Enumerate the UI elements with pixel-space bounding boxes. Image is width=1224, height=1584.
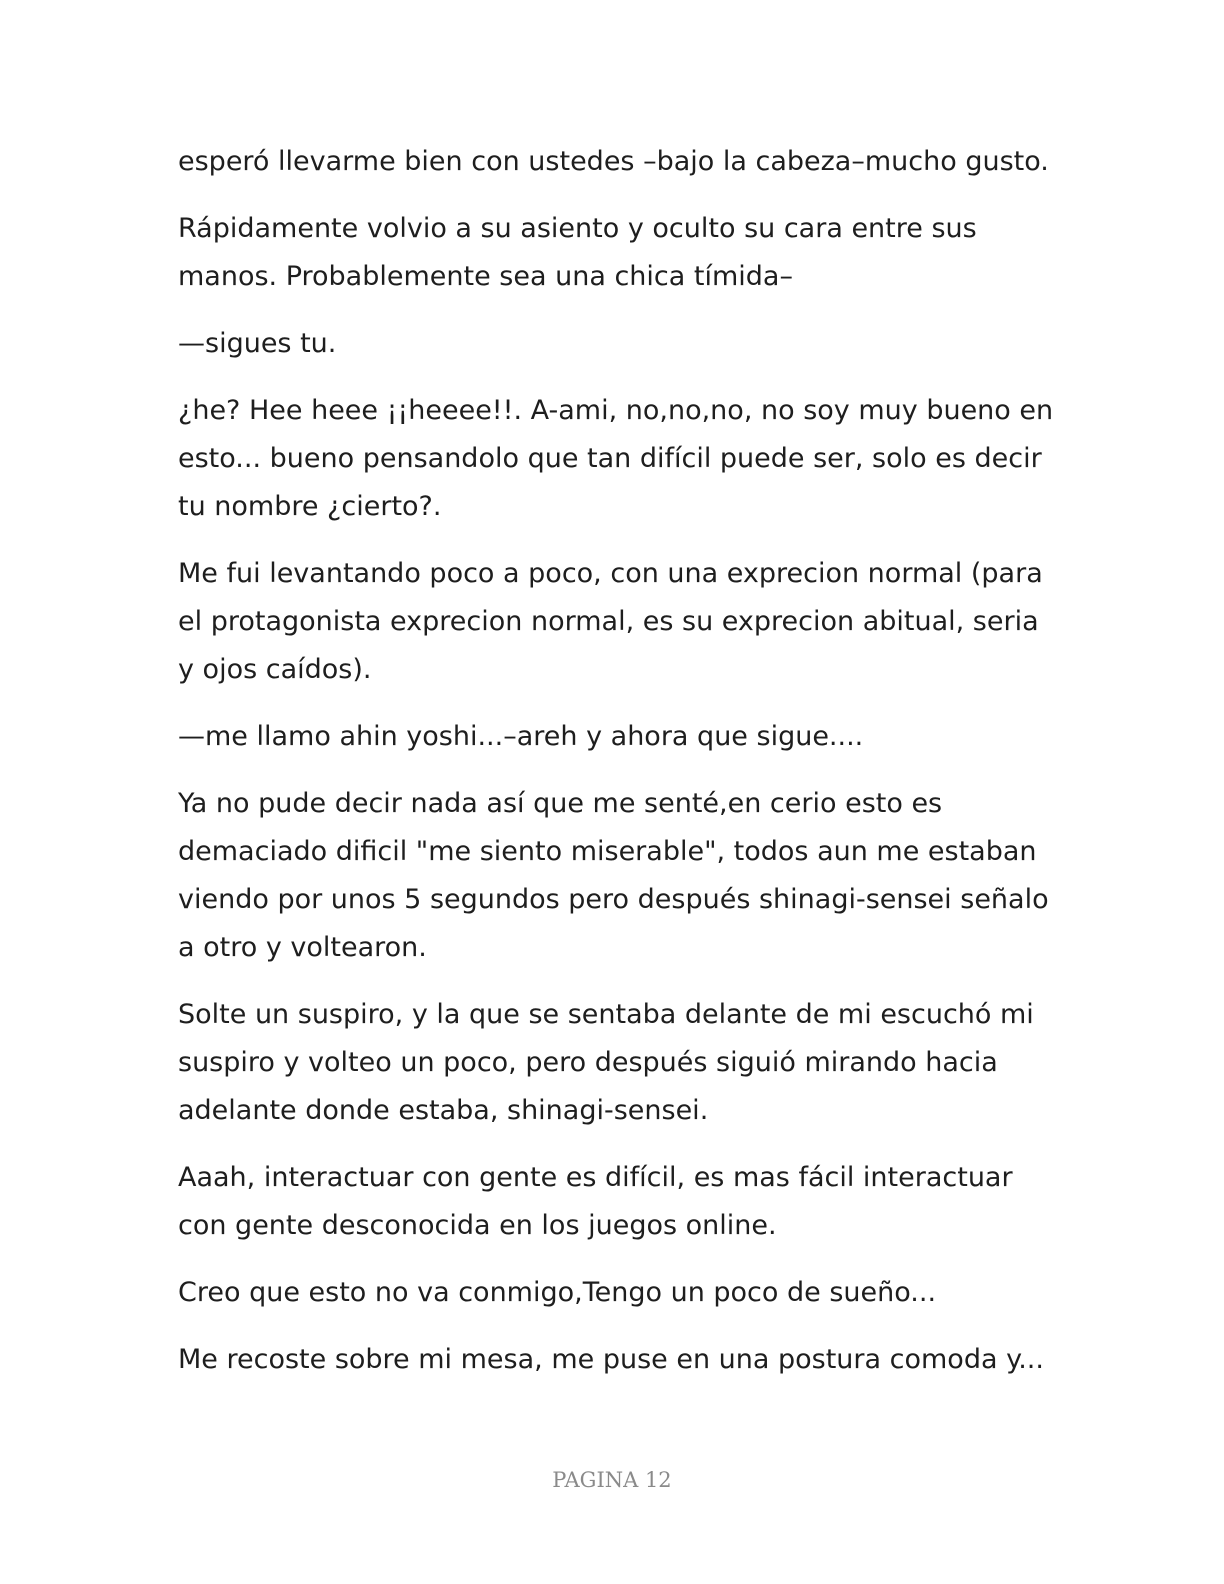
paragraph-2: Rápidamente volvio a su asiento y oculto su cara entre sus manos. Probablemente sea una chica tímida– bbox=[178, 213, 977, 292]
paragraph-11: Me recoste sobre mi mesa, me puse en una postura comoda y... bbox=[178, 1344, 1044, 1375]
paragraph-10: Creo que esto no va conmigo,Tengo un poco de sueño... bbox=[178, 1277, 937, 1308]
paragraph-6: —me llamo ahin yoshi...–areh y ahora que sigue.... bbox=[178, 721, 864, 752]
paragraph-8: Solte un suspiro, y la que se sentaba delante de mi escuchó mi suspiro y volteo un poco, pero después siguió mirando hacia adelante donde estaba, shinagi-sensei. bbox=[178, 999, 1034, 1126]
paragraph-7: Ya no pude decir nada así que me senté,en cerio esto es demaciado dificil "me siento miserable", todos aun me estaban viendo por unos 5 segundos pero después shinagi-sensei señalo a otro y voltearon. bbox=[178, 788, 1049, 963]
paragraph-3: —sigues tu. bbox=[178, 328, 337, 359]
paragraph-4: ¿he? Hee heee ¡¡heeee!!. A-ami, no,no,no, no soy muy bueno en esto... bueno pensandolo que tan difícil puede ser, solo es decir tu nombre ¿cierto?. bbox=[178, 395, 1054, 522]
paragraph-1: esperó llevarme bien con ustedes –bajo la cabeza–mucho gusto. bbox=[178, 146, 1049, 177]
paragraph-5: Me fui levantando poco a poco, con una exprecion normal (para el protagonista exprecion normal, es su exprecion abitual, seria y ojos caídos). bbox=[178, 558, 1043, 685]
paragraph-9: Aaah, interactuar con gente es difícil, es mas fácil interactuar con gente desconocida en los juegos online. bbox=[178, 1162, 1013, 1241]
page-number: PAGINA 12 bbox=[552, 1468, 672, 1492]
page-body bbox=[178, 138, 1058, 1403]
